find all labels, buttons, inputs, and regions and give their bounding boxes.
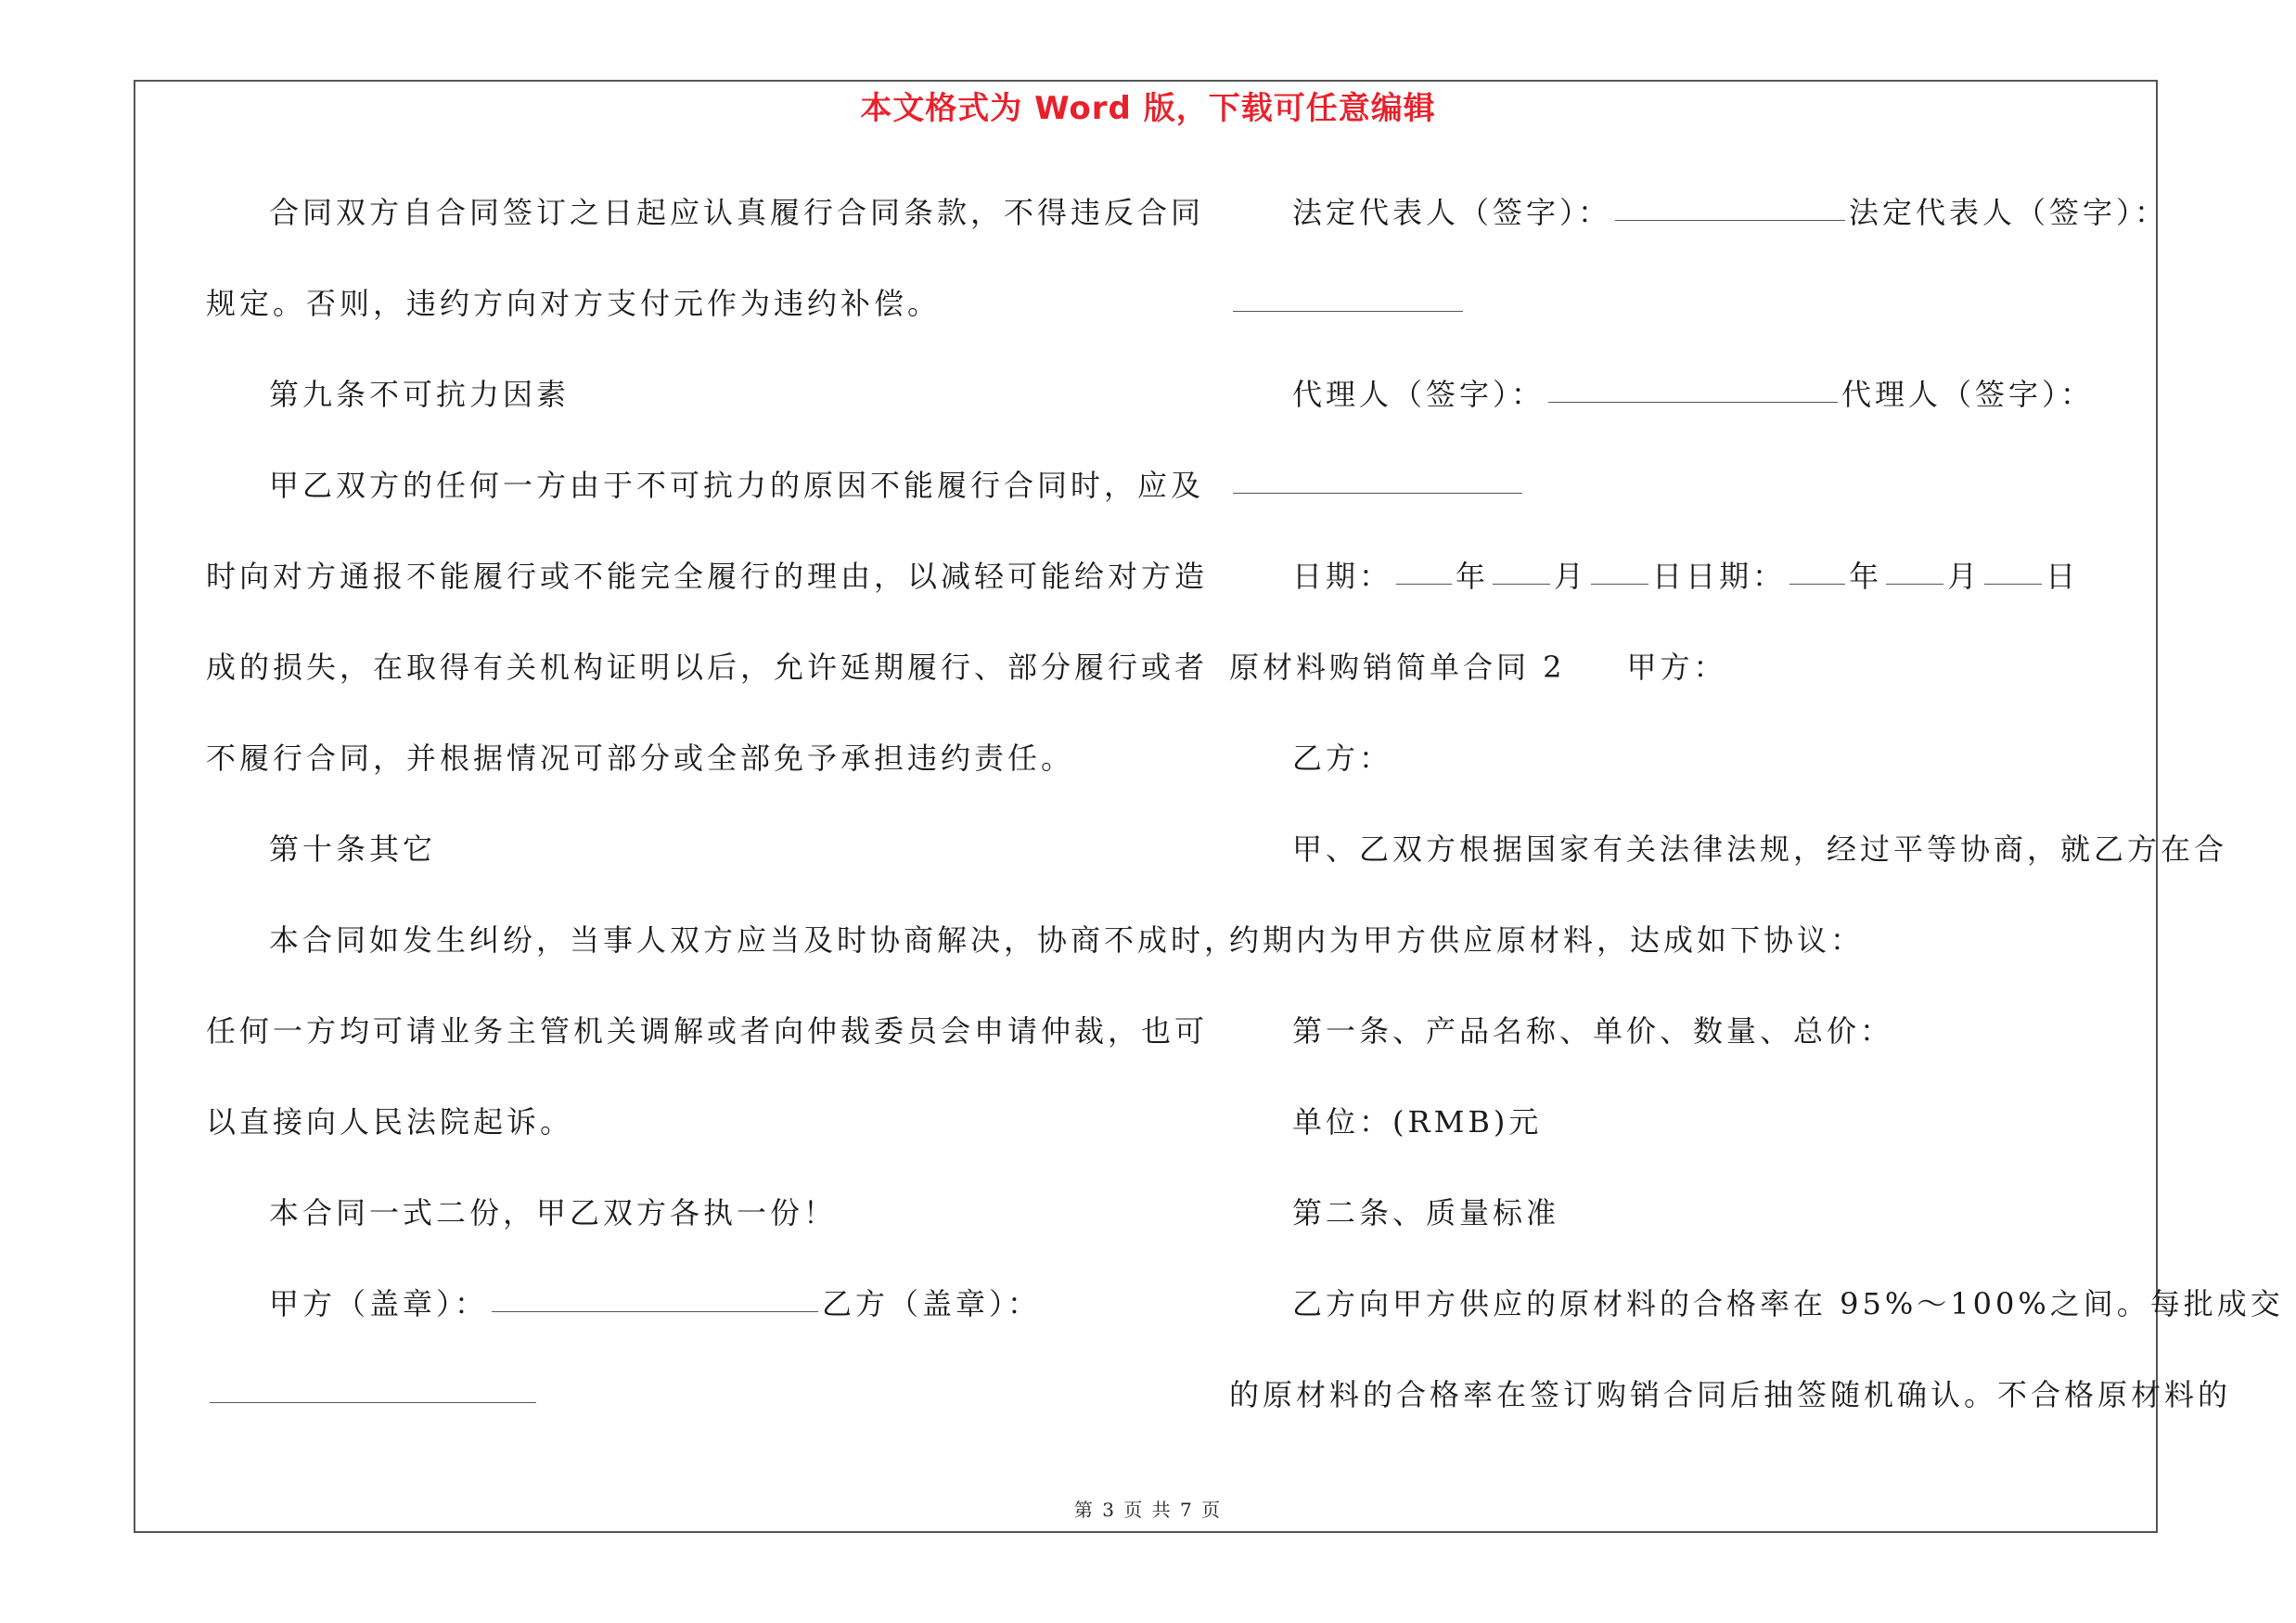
seal-line-continued <box>206 1365 1134 1456</box>
date-line <box>1229 547 2157 638</box>
contract-2-title-line <box>1229 638 2157 728</box>
year-b-label: 年 <box>1849 559 1883 594</box>
year-a-blank <box>1396 547 1452 585</box>
year-a-label: 年 <box>1456 559 1490 594</box>
article-10-heading: 第十条其它 <box>269 831 437 867</box>
party-a-seal-label: 甲方（盖章）： <box>269 1286 489 1321</box>
text-line: 的原材料的合格率在签订购销合同后抽签随机确认。不合格原材料的 <box>1229 1377 2232 1412</box>
legal-rep-b-label: 法定代表人（签字）： <box>1849 195 2169 230</box>
text-line: 本合同一式二份，甲乙双方各执一份！ <box>269 1195 838 1230</box>
seal-line <box>206 1274 1134 1365</box>
agent-a-label: 代理人（签字）： <box>1292 377 1546 412</box>
month-b-label: 月 <box>1947 559 1982 594</box>
legal-rep-line-continued <box>1229 274 2157 365</box>
agent-line <box>1229 365 2157 456</box>
party-b-seal-blank <box>210 1365 536 1403</box>
page-number: 第 3 页 共 7 页 <box>1073 1499 1223 1521</box>
text-line: 时向对方通报不能履行或不能完全履行的理由，以减轻可能给对方造 <box>206 559 1209 594</box>
legal-rep-a-blank <box>1615 183 1845 221</box>
text-line: 任何一方均可请业务主管机关调解或者向仲裁委员会申请仲裁，也可 <box>206 1013 1209 1049</box>
month-a-label: 月 <box>1554 559 1588 594</box>
month-a-blank <box>1493 547 1550 585</box>
text-line: 本合同如发生纠纷，当事人双方应当及时协商解决，协商不成时， <box>269 922 1238 958</box>
year-b-blank <box>1789 547 1845 585</box>
article-2-heading: 第二条、质量标准 <box>1292 1195 1560 1230</box>
text-line: 乙方向甲方供应的原材料的合格率在 95%～100%之间。每批成交 <box>1292 1286 2284 1321</box>
text-line: 甲乙双方的任何一方由于不可抗力的原因不能履行合同时，应及 <box>269 468 1205 503</box>
text-line: 规定。否则，违约方向对方支付元作为违约补偿。 <box>206 286 942 321</box>
text-line: 以直接向人民法院起诉。 <box>206 1104 574 1140</box>
left-column <box>206 183 1238 1456</box>
article-1-heading: 第一条、产品名称、单价、数量、总价： <box>1292 1013 1894 1049</box>
legal-rep-a-label: 法定代表人（签字）： <box>1292 195 1612 230</box>
party-a-label: 甲方： <box>1626 650 1727 685</box>
agent-line-continued <box>1229 456 2157 547</box>
party-a-seal-blank <box>492 1274 818 1312</box>
legal-rep-line <box>1229 183 2169 274</box>
text-line: 约期内为甲方供应原材料，达成如下协议： <box>1229 922 1865 958</box>
date-a-label: 日期： <box>1292 559 1393 594</box>
right-column <box>1229 183 2284 1456</box>
text-line: 不履行合同，并根据情况可部分或全部免予承担违约责任。 <box>206 741 1075 776</box>
agent-b-label: 代理人（签字）： <box>1841 377 2095 412</box>
day-b-label: 日 <box>2046 559 2080 594</box>
date-b-label: 日期： <box>1686 559 1787 594</box>
format-banner: 本文格式为 Word 版，下载可任意编辑 <box>860 90 1436 127</box>
text-line: 合同双方自合同签订之日起应认真履行合同条款，不得违反合同 <box>269 195 1205 230</box>
month-b-blank <box>1886 547 1943 585</box>
article-9-heading: 第九条不可抗力因素 <box>269 377 571 412</box>
day-b-blank <box>1984 547 2042 585</box>
day-a-blank <box>1591 547 1648 585</box>
legal-rep-b-blank <box>1233 274 1463 312</box>
agent-a-blank <box>1548 365 1838 403</box>
unit-line: 单位：(RMB)元 <box>1292 1104 1543 1140</box>
contract-2-title: 原材料购销简单合同 2 <box>1229 650 1566 685</box>
agent-b-blank <box>1233 456 1522 494</box>
party-b-label: 乙方： <box>1292 741 1393 776</box>
party-b-seal-label: 乙方（盖章）： <box>822 1286 1042 1321</box>
day-a-label: 日 <box>1652 559 1687 594</box>
text-line: 甲、乙双方根据国家有关法律法规，经过平等协商，就乙方在合 <box>1292 831 2228 867</box>
text-line: 成的损失，在取得有关机构证明以后，允许延期履行、部分履行或者 <box>206 650 1209 685</box>
